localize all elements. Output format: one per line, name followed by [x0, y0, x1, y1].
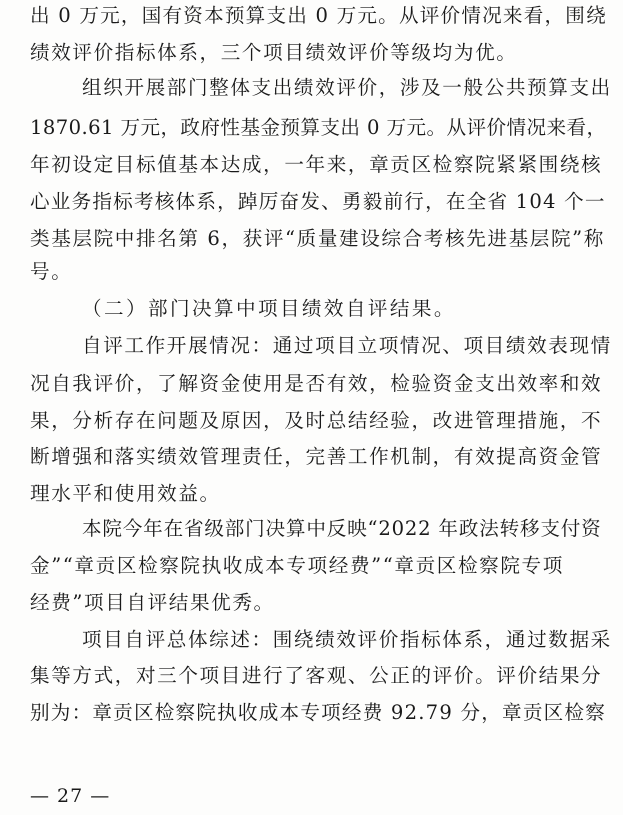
page-number: — 27 —	[30, 785, 111, 807]
text-line: 集等方式，对三个项目进行了客观、公正的评价。评价结果分	[30, 664, 603, 687]
text-line: 组织开展部门整体支出绩效评价，涉及一般公共预算支出	[82, 76, 612, 99]
text-line: 果，分析存在问题及原因，及时总结经验，改进管理措施，不	[30, 409, 603, 432]
text-line: 断增强和落实绩效管理责任，完善工作机制，有效提高资金管	[30, 445, 603, 468]
text-line: 类基层院中排名第 6，获评“质量建设综合考核先进基层院”称	[30, 227, 605, 250]
text-line: 况自我评价，了解资金使用是否有效，检验资金支出效率和效	[30, 372, 603, 395]
text-line: 心业务指标考核体系，踔厉奋发、勇毅前行，在全省 104 个一	[30, 190, 606, 213]
text-line: 金”“章贡区检察院执收成本专项经费”“章贡区检察院专项	[30, 554, 564, 577]
text-line: 自评工作开展情况：通过项目立项情况、项目绩效表现情	[82, 334, 612, 357]
section-heading: （二）部门决算中项目绩效自评结果。	[82, 297, 456, 320]
text-line: 理水平和使用效益。	[30, 482, 221, 505]
text-line: 号。	[30, 260, 73, 283]
text-line: 本院今年在省级部门决算中反映“2022 年政法转移支付资	[82, 517, 602, 540]
text-line: 项目自评总体综述：围绕绩效评价指标体系，通过数据采	[82, 628, 612, 651]
text-line: 绩效评价指标体系，三个项目绩效评价等级均为优。	[30, 41, 518, 64]
text-line: 年初设定目标值基本达成，一年来，章贡区检察院紧紧围绕核	[30, 153, 603, 176]
text-line: 1870.61 万元，政府性基金预算支出 0 万元。从评价情况来看，	[30, 116, 607, 139]
text-line: 经费”项目自评结果优秀。	[30, 591, 275, 614]
text-line: 出 0 万元，国有资本预算支出 0 万元。从评价情况来看，围绕	[30, 4, 607, 27]
text-line: 别为：章贡区检察院执收成本专项经费 92.79 分，章贡区检察	[30, 701, 606, 724]
